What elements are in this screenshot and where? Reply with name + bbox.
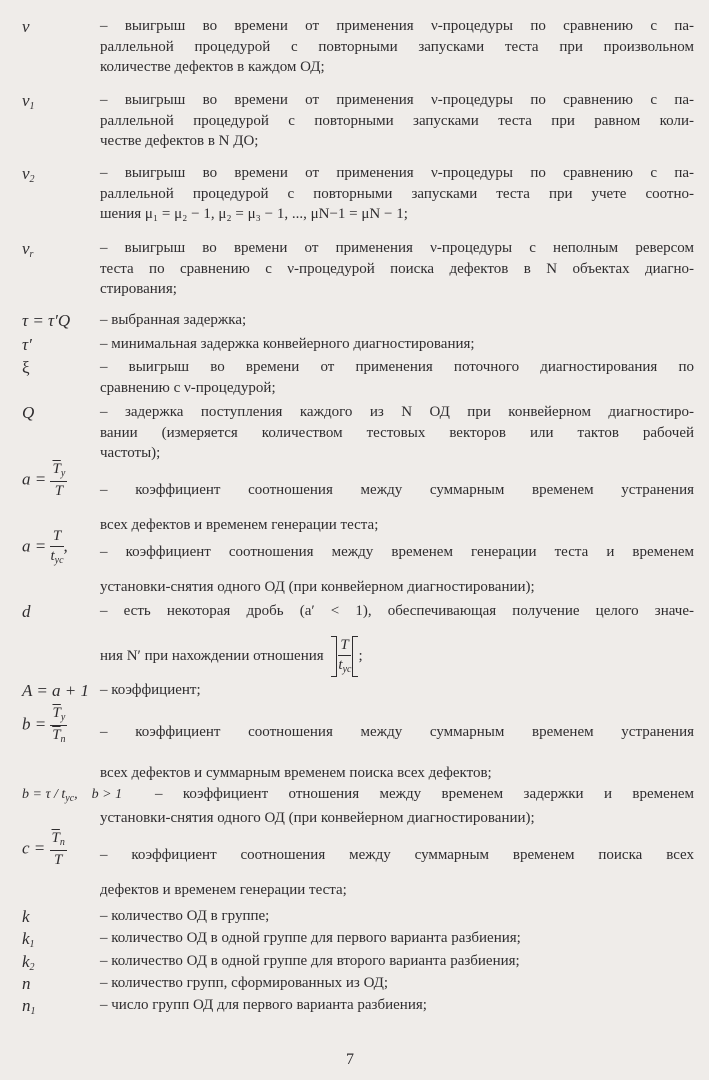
text-line: честве дефектов в N ДО; [100,133,259,149]
symbol-nu: ν [22,17,30,36]
description-tau-prime [100,334,694,355]
description-nu1 [100,90,694,152]
formula-a-1: a = $\frac{\overline{T}_у}{T}$ [22,461,66,499]
description-k2 [100,951,694,972]
text-line: ния N′ при нахождении отношения $\frac{T}{t_{ус}}$ ; [100,636,363,675]
description-b-2-cont [100,808,694,829]
text-line: – выигрыш во времени от применения ν-процедуры по сравнению с па- [100,165,694,181]
text-line: – выигрыш во времени от применения ν-процедуры с неполным реверсом [100,240,694,256]
text-line: частоты); [100,445,161,461]
text-line: вании (измеряется количеством тестовых векторов или тактов рабочей [100,424,694,441]
symbol-nur: $\nu_r$ [22,239,34,260]
symbol-k1: $k_1$ [22,929,35,950]
symbol-Q: Q [22,403,35,422]
fraction: $\frac{T}{t_{ус}}$ [50,528,64,566]
symbol-n: n [22,974,31,993]
text-line: – минимальная задержка конвейерного диагностирования; [100,336,475,352]
description-nu2 [100,163,694,225]
symbol-n1: $n_1$ [22,996,36,1017]
text-line: – количество ОД в одной группе для второго варианта разбиения; [100,953,520,969]
description-n1 [100,995,694,1016]
description-n [100,973,694,994]
text-line: – коэффициент отношения между временем задержки и временем [155,786,694,802]
symbol-k: k [22,907,30,926]
description-b-1 [100,722,694,783]
text-line: сравнению с ν-процедурой; [100,379,276,396]
description-A [100,680,694,701]
bracket-fraction: $\frac{T}{t_{ус}}$ [331,638,358,675]
text-line: всех дефектов и суммарным временем поиска всех дефектов; [100,764,492,781]
text-line: всех дефектов и временем генерации теста; [100,516,379,533]
symbol-xi: ξ [22,358,30,377]
text-line: – выигрыш во времени от применения ν-процедуры по сравнению с па- [100,18,694,34]
text-line: – число групп ОД для первого варианта разбиения; [100,997,427,1013]
text-line: – есть некоторая дробь (a′ < 1), обеспечивающая получение целого значе- [100,603,694,619]
formula-b-2: $b = \tau / t_{ус}$, b > 1 [22,787,123,804]
description-tau [100,310,694,331]
description-c [100,845,694,900]
text-line: – коэффициент соотношения между суммарным временем устранения [100,482,694,498]
text-line: – количество ОД в одной группе для первого варианта разбиения; [100,930,521,946]
text-line: стирования; [100,281,177,297]
description-nur [100,238,694,300]
text-line: – количество групп, сформированных из ОД; [100,975,389,991]
symbol-k2: $k_2$ [22,952,35,973]
text-line: шения μ₁ = μ₂ − 1, μ₂ = μ₃ − 1, ..., μN−1 = μN − 1; [100,206,408,222]
text-line: – выбранная задержка; [100,312,247,328]
text-line: – количество ОД в группе; [100,908,270,924]
text-line: – задержка поступления каждого из N ОД при конвейерном диагностиро- [100,404,694,420]
text-line: дефектов и временем генерации теста; [100,881,347,898]
description-a-1 [100,480,694,535]
text-line: теста по сравнению с ν-процедурой поиска дефектов в N объектах диагно- [100,260,694,277]
text-line: – коэффициент соотношения между суммарным временем устранения [100,724,694,740]
description-nu [100,16,694,78]
text-line: – коэффициент; [100,682,201,698]
symbol-d: d [22,602,31,621]
symbol-tau-prime: τ′ [22,335,32,354]
description-Q [100,402,694,464]
text-line: – коэффициент соотношения между временем генерации теста и временем [100,544,694,560]
description-k [100,906,694,927]
fraction: $\frac{\overline{T}_п}{T}$ [51,830,65,868]
symbol-tau: τ = τ′Q [22,311,71,330]
description-b-2 [155,784,694,805]
page-number: 7 [346,1051,354,1068]
text-line: установки-снятия одного ОД (при конвейерном диагностировании); [100,578,535,595]
description-d [100,601,694,675]
description-xi [100,357,694,398]
text-line: – коэффициент соотношения между суммарным временем поиска всех [100,847,694,863]
text-line: – выигрыш во времени от применения ν-процедуры по сравнению с па- [100,92,694,108]
text-line: раллельной процедурой с повторными запусками теста при равном коли- [100,112,694,129]
formula-c: c = $\frac{\overline{T}_п}{T}$ [22,830,65,868]
fraction: $\frac{\overline{T}_у}{T}$ [52,461,66,499]
symbol-nu1: $\nu_1$ [22,91,35,112]
text-line: – выигрыш во времени от применения поточного диагностирования по [100,359,694,375]
symbol-nu2: $\nu_2$ [22,164,35,185]
formula-b-1: b = $\frac{\overline{T}_у}{\overline{T}_п}$ [22,705,66,745]
text-line: раллельной процедурой с повторными запусками теста при произвольном [100,38,694,55]
text-line: количестве дефектов в каждом ОД; [100,59,325,75]
formula-a-2: a = $\frac{T}{t_{ус}}$ , [22,528,68,566]
text-line: раллельной процедурой с повторными запусками теста при учете соотно- [100,185,694,202]
description-a-2 [100,542,694,597]
text-line: установки-снятия одного ОД (при конвейерном диагностировании); [100,810,535,826]
fraction: $\frac{\overline{T}_у}{\overline{T}_п}$ [52,705,66,745]
symbol-A: A = a + 1 [22,681,90,700]
description-k1 [100,928,694,949]
